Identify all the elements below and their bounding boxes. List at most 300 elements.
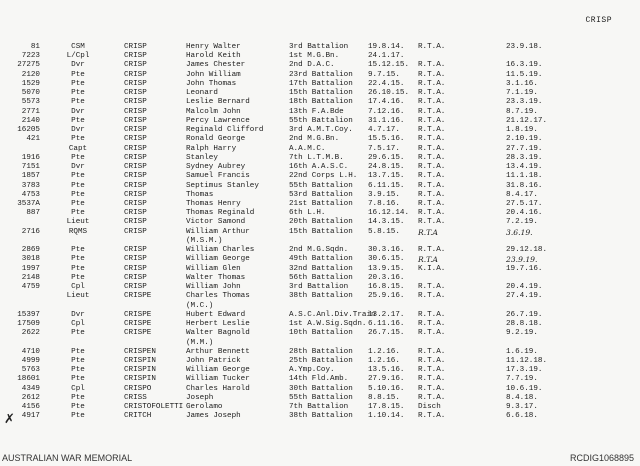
- fate-date-cell: 3.6.19.: [506, 227, 533, 237]
- enlistment-date-cell: 30.6.15.: [368, 255, 405, 264]
- enlistment-date-cell: 17.4.16.: [368, 98, 405, 107]
- fate-date-cell: 19.7.16.: [506, 264, 543, 273]
- surname-cell: CRISTOFOLETTI: [124, 403, 184, 412]
- enlistment-date-cell: 6.11.15.: [368, 181, 405, 190]
- enlistment-date-cell: 7.8.16.: [368, 199, 400, 208]
- rank-cell: Dvr: [71, 126, 85, 135]
- rank-cell: Pte: [71, 172, 85, 181]
- given-names-cell: Victor Samond: [186, 218, 246, 227]
- rank-cell: Pte: [71, 98, 85, 107]
- roll-row: [0, 302, 640, 311]
- surname-cell: CRISP: [124, 227, 147, 236]
- fate-date-cell: 8.4.17.: [506, 190, 538, 199]
- fate-date-cell: 11.5.19.: [506, 70, 543, 79]
- fate-date-cell: 27.4.19.: [506, 292, 543, 301]
- fate-cell: R.T.A.: [418, 98, 446, 107]
- rank-cell: Cpl: [71, 283, 85, 292]
- fate-cell: R.T.A.: [418, 199, 446, 208]
- enlistment-date-cell: 31.1.16.: [368, 116, 405, 125]
- fate-cell: R.T.A.: [418, 375, 446, 384]
- roll-row: [0, 209, 640, 218]
- rank-cell: Pte: [71, 375, 85, 384]
- enlistment-date-cell: 7.12.16.: [368, 107, 405, 116]
- enlistment-date-cell: 13.5.16.: [368, 366, 405, 375]
- service-number-cell: 81: [30, 43, 40, 51]
- given-names-cell: William Charles: [186, 246, 255, 255]
- fate-date-cell: 9.3.17.: [506, 403, 538, 412]
- service-number-cell: 3537A: [17, 199, 40, 208]
- given-names-cell: Leslie Bernard: [186, 98, 250, 107]
- unit-cell: 2nd D.A.C.: [289, 61, 335, 70]
- surname-cell: CRISP: [124, 283, 147, 292]
- surname-cell: CRISP: [124, 218, 147, 227]
- fate-cell: R.T.A.: [418, 412, 446, 421]
- roll-row: [0, 163, 640, 172]
- given-names-cell: Thomas: [186, 190, 214, 199]
- rank-cell: Pte: [71, 329, 85, 338]
- surname-cell: CRISPIN: [124, 356, 156, 365]
- surname-cell: CRISPE: [124, 292, 152, 301]
- surname-cell: CRISP: [124, 135, 147, 144]
- fate-date-cell: 27.5.17.: [506, 199, 543, 208]
- roll-row: [0, 311, 640, 320]
- unit-cell: 1st M.G.Bn.: [289, 52, 340, 61]
- service-number-cell: 7151: [21, 163, 40, 172]
- roll-row: [0, 228, 640, 237]
- given-names-cell: Sydney Aubrey: [186, 163, 246, 172]
- rank-cell: Cpl: [71, 384, 85, 393]
- fate-date-cell: 20.4.19.: [506, 283, 543, 292]
- fate-date-cell: 10.6.19.: [506, 384, 543, 393]
- given-names-cell: William John: [186, 283, 241, 292]
- service-number-cell: 17509: [17, 320, 40, 329]
- roll-row: [0, 385, 640, 394]
- service-number-cell: 1857: [21, 172, 40, 181]
- given-names-cell: (M.M.): [186, 338, 214, 347]
- given-names-cell: John Thomas: [186, 79, 237, 88]
- roll-row: [0, 200, 640, 209]
- given-names-cell: Leonard: [186, 89, 218, 98]
- roll-row: [0, 375, 640, 384]
- fate-cell: R.T.A.: [418, 218, 446, 227]
- given-names-cell: James Joseph: [186, 412, 241, 421]
- service-number-cell: 3783: [21, 181, 40, 190]
- rank-cell: Pte: [71, 209, 85, 218]
- rank-cell: Pte: [71, 273, 85, 282]
- service-number-cell: 4759: [21, 283, 40, 292]
- roll-row: [0, 366, 640, 375]
- given-names-cell: Harold Keith: [186, 52, 241, 61]
- unit-cell: 7th L.T.M.B.: [289, 153, 344, 162]
- unit-cell: 23rd Battalion: [289, 70, 353, 79]
- enlistment-date-cell: 14.3.15.: [368, 218, 405, 227]
- surname-cell: CRISP: [124, 264, 147, 273]
- given-names-cell: (M.S.M.): [186, 236, 223, 245]
- given-names-cell: William Arthur: [186, 227, 250, 236]
- service-number-cell: 5070: [21, 89, 40, 98]
- fate-date-cell: 9.2.19.: [506, 329, 538, 338]
- enlistment-date-cell: 17.8.15.: [368, 403, 405, 412]
- fate-date-cell: 6.6.18.: [506, 412, 538, 421]
- service-number-cell: 4917: [21, 412, 40, 421]
- surname-cell: CRISPEN: [124, 347, 156, 356]
- fate-cell: R.T.A.: [418, 89, 446, 98]
- roll-row: [0, 117, 640, 126]
- service-number-cell: 2148: [21, 273, 40, 282]
- unit-cell: 55th Battalion: [289, 116, 353, 125]
- fate-cell: R.T.A.: [418, 356, 446, 365]
- fate-date-cell: 28.3.19.: [506, 153, 543, 162]
- unit-cell: 21st Battalion: [289, 199, 353, 208]
- unit-cell: 22nd Corps L.H.: [289, 172, 358, 181]
- unit-cell: A.A.M.C.: [289, 144, 326, 153]
- given-names-cell: Malcolm John: [186, 107, 241, 116]
- surname-cell: CRISP: [124, 209, 147, 218]
- fate-cell: R.T.A.: [418, 384, 446, 393]
- roll-row: [0, 348, 640, 357]
- surname-cell: CRISP: [124, 126, 147, 135]
- rank-cell: Pte: [71, 412, 85, 421]
- service-number-cell: 4710: [21, 347, 40, 356]
- unit-cell: 38th Battalion: [289, 412, 353, 421]
- enlistment-date-cell: 5.10.16.: [368, 384, 405, 393]
- fate-date-cell: 16.3.19.: [506, 61, 543, 70]
- roll-row: [0, 98, 640, 107]
- given-names-cell: Samuel Francis: [186, 172, 250, 181]
- unit-cell: 55th Battalion: [289, 181, 353, 190]
- fate-date-cell: 1.6.19.: [506, 347, 538, 356]
- service-number-cell: 1997: [21, 264, 40, 273]
- unit-cell: 32nd Battalion: [289, 264, 353, 273]
- roll-row: [0, 43, 640, 52]
- rank-cell: Pte: [71, 70, 85, 79]
- fate-cell: R.T.A.: [418, 135, 446, 144]
- enlistment-date-cell: 15.5.16.: [368, 135, 405, 144]
- fate-cell: Disch: [418, 403, 441, 412]
- rank-cell: CSM: [71, 43, 85, 51]
- surname-cell: CRISP: [124, 246, 147, 255]
- enlistment-date-cell: 5.8.15.: [368, 227, 400, 236]
- rank-cell: Pte: [71, 403, 85, 412]
- fate-date-cell: 20.4.16.: [506, 209, 543, 218]
- rank-cell: Pte: [71, 347, 85, 356]
- fate-cell: R.T.A.: [418, 172, 446, 181]
- rank-cell: Pte: [71, 153, 85, 162]
- fate-cell: R.T.A.: [418, 107, 446, 116]
- enlistment-date-cell: 26.10.15.: [368, 89, 410, 98]
- service-number-cell: 16205: [17, 126, 40, 135]
- enlistment-date-cell: 22.4.15.: [368, 79, 405, 88]
- roll-row: [0, 145, 640, 154]
- fate-date-cell: 17.3.19.: [506, 366, 543, 375]
- fate-cell: R.T.A.: [418, 246, 446, 255]
- given-names-cell: Charles Harold: [186, 384, 250, 393]
- given-names-cell: William Tucker: [186, 375, 250, 384]
- given-names-cell: Charles Thomas: [186, 292, 250, 301]
- enlistment-date-cell: 27.9.16.: [368, 375, 405, 384]
- enlistment-date-cell: 1.2.16.: [368, 347, 400, 356]
- rank-cell: Pte: [71, 366, 85, 375]
- unit-cell: A.Ymp.Coy.: [289, 366, 335, 375]
- surname-cell: CRISPE: [124, 320, 152, 329]
- rank-cell: Pte: [71, 264, 85, 273]
- roll-row: [0, 283, 640, 292]
- footer-institution: AUSTRALIAN WAR MEMORIAL: [2, 453, 133, 463]
- service-number-cell: 421: [26, 135, 40, 144]
- enlistment-date-cell: 4.7.17.: [368, 126, 400, 135]
- enlistment-date-cell: 19.8.14.: [368, 43, 405, 51]
- service-number-cell: 4999: [21, 356, 40, 365]
- service-number-cell: 15397: [17, 310, 40, 319]
- nominal-roll-table: [0, 43, 640, 422]
- surname-cell: CRISP: [124, 52, 147, 61]
- unit-cell: 7th Battalion: [289, 403, 349, 412]
- unit-cell: 6th L.H.: [289, 209, 326, 218]
- enlistment-date-cell: 29.6.15.: [368, 153, 405, 162]
- surname-cell: CRISPIN: [124, 366, 156, 375]
- fate-date-cell: 26.7.19.: [506, 310, 543, 319]
- enlistment-date-cell: 7.5.17.: [368, 144, 400, 153]
- fate-date-cell: 21.12.17.: [506, 116, 548, 125]
- surname-cell: CRISP: [124, 199, 147, 208]
- surname-cell: CRISPE: [124, 329, 152, 338]
- roll-row: [0, 89, 640, 98]
- roll-row: [0, 246, 640, 255]
- enlistment-date-cell: 16.8.15.: [368, 283, 405, 292]
- given-names-cell: Henry Walter: [186, 43, 241, 51]
- roll-row: [0, 274, 640, 283]
- enlistment-date-cell: 13.9.15.: [368, 264, 405, 273]
- surname-cell: CRISPE: [124, 310, 152, 319]
- service-number-cell: 1529: [21, 79, 40, 88]
- roll-row: [0, 52, 640, 61]
- enlistment-date-cell: 25.9.16.: [368, 292, 405, 301]
- service-number-cell: 2622: [21, 329, 40, 338]
- service-number-cell: 5763: [21, 366, 40, 375]
- enlistment-date-cell: 24.1.17.: [368, 52, 405, 61]
- fate-cell: R.T.A.: [418, 393, 446, 402]
- given-names-cell: Ronald George: [186, 135, 246, 144]
- surname-cell: CRISP: [124, 98, 147, 107]
- roll-row: [0, 172, 640, 181]
- fate-date-cell: 8.4.18.: [506, 393, 538, 402]
- rank-cell: Dvr: [71, 310, 85, 319]
- rank-cell: Pte: [71, 181, 85, 190]
- fate-date-cell: 27.7.19.: [506, 144, 543, 153]
- roll-row: [0, 80, 640, 89]
- fate-cell: R.T.A.: [418, 144, 446, 153]
- page-surname-tag: CRISP: [585, 16, 612, 25]
- service-number-cell: 2612: [21, 393, 40, 402]
- surname-cell: CRISP: [124, 79, 147, 88]
- enlistment-date-cell: 1.2.16.: [368, 356, 400, 365]
- rank-cell: Pte: [71, 116, 85, 125]
- surname-cell: CRISP: [124, 43, 147, 51]
- unit-cell: 49th Battalion: [289, 255, 353, 264]
- given-names-cell: (M.C.): [186, 301, 214, 310]
- given-names-cell: Gerolamo: [186, 403, 223, 412]
- roll-row: [0, 292, 640, 301]
- surname-cell: CRISP: [124, 70, 147, 79]
- given-names-cell: Hubert Edward: [186, 310, 246, 319]
- given-names-cell: James Chester: [186, 61, 246, 70]
- fate-cell: R.T.A.: [418, 70, 446, 79]
- enlistment-date-cell: 6.11.16.: [368, 320, 405, 329]
- service-number-cell: 2120: [21, 70, 40, 79]
- fate-date-cell: 23.9.19.: [506, 255, 538, 265]
- enlistment-date-cell: 20.3.16.: [368, 273, 405, 282]
- given-names-cell: John Patrick: [186, 356, 241, 365]
- surname-cell: CRISPO: [124, 384, 152, 393]
- fate-cell: K.I.A.: [418, 264, 446, 273]
- roll-row: [0, 154, 640, 163]
- surname-cell: CRISP: [124, 163, 147, 172]
- unit-cell: 17th Battalion: [289, 79, 353, 88]
- given-names-cell: Walter Thomas: [186, 273, 246, 282]
- service-number-cell: 3018: [21, 255, 40, 264]
- service-number-cell: 18601: [17, 375, 40, 384]
- enlistment-date-cell: 13.7.15.: [368, 172, 405, 181]
- unit-cell: 25th Battalion: [289, 356, 353, 365]
- given-names-cell: William George: [186, 255, 250, 264]
- enlistment-date-cell: 24.8.15.: [368, 163, 405, 172]
- roll-row: [0, 265, 640, 274]
- given-names-cell: Walter Bagnold: [186, 329, 250, 338]
- roll-row: [0, 357, 640, 366]
- rank-cell: Dvr: [71, 61, 85, 70]
- fate-date-cell: 13.4.19.: [506, 163, 543, 172]
- service-number-cell: 2771: [21, 107, 40, 116]
- unit-cell: 15th Battalion: [289, 227, 353, 236]
- unit-cell: 3rd Battalion: [289, 283, 349, 292]
- given-names-cell: Arthur Bennett: [186, 347, 250, 356]
- unit-cell: 3rd A.M.T.Coy.: [289, 126, 353, 135]
- fate-cell: R.T.A: [418, 227, 438, 237]
- given-names-cell: William Glen: [186, 264, 241, 273]
- fate-cell: R.T.A.: [418, 283, 446, 292]
- roll-row: [0, 329, 640, 338]
- fate-cell: R.T.A.: [418, 190, 446, 199]
- enlistment-date-cell: 9.7.15.: [368, 70, 400, 79]
- given-names-cell: John William: [186, 70, 241, 79]
- surname-cell: CRISP: [124, 89, 147, 98]
- surname-cell: CRISP: [124, 116, 147, 125]
- given-names-cell: Septimus Stanley: [186, 181, 259, 190]
- roll-row: [0, 237, 640, 246]
- surname-cell: CRISP: [124, 273, 147, 282]
- fate-date-cell: 11.1.18.: [506, 172, 543, 181]
- margin-cross-mark: ✗: [4, 412, 15, 427]
- rank-cell: Dvr: [71, 163, 85, 172]
- unit-cell: 30th Battalion: [289, 384, 353, 393]
- roll-row: [0, 71, 640, 80]
- given-names-cell: Herbert Leslie: [186, 320, 250, 329]
- enlistment-date-cell: 3.9.15.: [368, 190, 400, 199]
- rank-cell: Pte: [71, 190, 85, 199]
- roll-row: [0, 403, 640, 412]
- roll-row: [0, 135, 640, 144]
- surname-cell: CRISP: [124, 190, 147, 199]
- rank-cell: Pte: [71, 79, 85, 88]
- fate-cell: R.T.A.: [418, 366, 446, 375]
- service-number-cell: 27275: [17, 61, 40, 70]
- rank-cell: RQMS: [68, 227, 88, 236]
- unit-cell: 13th F.A.Bde: [289, 107, 344, 116]
- rank-cell: Pte: [71, 393, 85, 402]
- surname-cell: CRITCH: [124, 412, 152, 421]
- fate-cell: R.T.A.: [418, 181, 446, 190]
- surname-cell: CRISP: [124, 144, 147, 153]
- fate-cell: R.T.A.: [418, 61, 446, 70]
- roll-row: [0, 412, 640, 421]
- rank-cell: Pte: [71, 135, 85, 144]
- surname-cell: CRISP: [124, 181, 147, 190]
- roll-row: [0, 126, 640, 135]
- service-number-cell: 4156: [21, 403, 40, 412]
- fate-cell: R.T.A.: [418, 292, 446, 301]
- given-names-cell: Stanley: [186, 153, 218, 162]
- unit-cell: A.S.C.Anl.Div.Train: [289, 310, 376, 319]
- footer-reference-id: RCDIG1068895: [569, 453, 634, 463]
- fate-cell: R.T.A.: [418, 43, 446, 51]
- unit-cell: 55th Battalion: [289, 393, 353, 402]
- service-number-cell: 4349: [21, 384, 40, 393]
- unit-cell: 2nd M.G.Sqdn.: [289, 246, 349, 255]
- fate-date-cell: 7.2.19.: [506, 218, 538, 227]
- surname-cell: CRISS: [124, 393, 147, 402]
- given-names-cell: Thomas Reginald: [186, 209, 255, 218]
- surname-cell: CRISPIN: [124, 375, 156, 384]
- given-names-cell: Ralph Harry: [186, 144, 237, 153]
- given-names-cell: Thomas Henry: [186, 199, 241, 208]
- unit-cell: 10th Battalion: [289, 329, 353, 338]
- enlistment-date-cell: 30.3.16.: [368, 246, 405, 255]
- unit-cell: 2nd M.G.Bn.: [289, 135, 340, 144]
- fate-cell: R.T.A.: [418, 329, 446, 338]
- enlistment-date-cell: 16.12.14.: [368, 209, 410, 218]
- service-number-cell: 7223: [21, 52, 40, 61]
- service-number-cell: 2716: [21, 227, 40, 236]
- roll-row: [0, 255, 640, 264]
- roll-row: [0, 320, 640, 329]
- enlistment-date-cell: 13.2.17.: [368, 310, 405, 319]
- unit-cell: 14th Fld.Amb.: [289, 375, 349, 384]
- service-number-cell: 887: [26, 209, 40, 218]
- surname-cell: CRISP: [124, 172, 147, 181]
- fate-date-cell: 31.8.16.: [506, 181, 543, 190]
- rank-cell: Capt: [68, 144, 88, 153]
- service-number-cell: 1916: [21, 153, 40, 162]
- rank-cell: Lieut: [66, 218, 90, 227]
- roll-row: [0, 61, 640, 70]
- fate-cell: R.T.A.: [418, 79, 446, 88]
- unit-cell: 3rd Battalion: [289, 43, 349, 51]
- fate-cell: R.T.A.: [418, 153, 446, 162]
- rank-cell: Pte: [71, 89, 85, 98]
- fate-date-cell: 28.8.18.: [506, 320, 543, 329]
- fate-date-cell: 29.12.18.: [506, 246, 548, 255]
- roll-row: [0, 182, 640, 191]
- fate-date-cell: 7.7.19.: [506, 375, 538, 384]
- rank-cell: Dvr: [71, 107, 85, 116]
- rank-cell: Pte: [71, 356, 85, 365]
- given-names-cell: Joseph: [186, 393, 214, 402]
- fate-date-cell: 23.9.18.: [506, 43, 543, 51]
- fate-date-cell: 8.7.19.: [506, 107, 538, 116]
- surname-cell: CRISP: [124, 107, 147, 116]
- fate-date-cell: 1.8.19.: [506, 126, 538, 135]
- unit-cell: 15th Battalion: [289, 89, 353, 98]
